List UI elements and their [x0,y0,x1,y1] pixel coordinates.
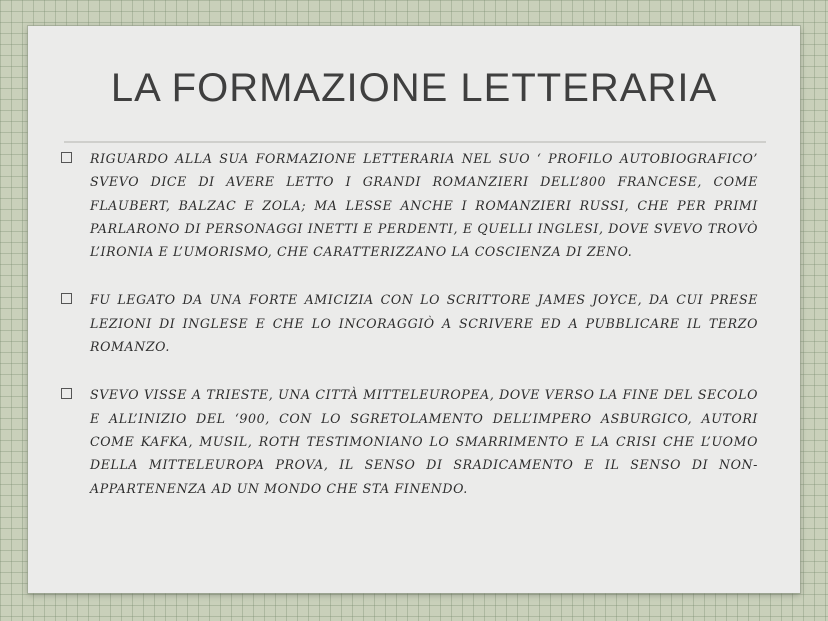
square-bullet-icon [61,152,72,163]
bullet-item [56,147,758,263]
bullet-text: RIGUARDO ALLA SUA FORMAZIONE LETTERARIA NEL SUO ‘ PROFILO AUTOBIOGRAFICO’ SVEVO DICE DI AVERE LETTO I GRANDI ROMANZIERI DELL’800 FRANCESE, COME FLAUBERT, BALZAC E ZOLA; MA LESSE ANCHE I ROMANZIERI RUSSI, CHE PER PRIMI PARLARONO DI PERSONAGGI INETTI E PERDENTI, E QUELLI INGLESI, DOVE SVEVO TROVÒ L’IRONIA E L’UMORISMO, CHE CARATTERIZZANO LA COSCIENZA DI ZENO. [90,151,758,260]
square-bullet-icon [61,388,72,399]
bullet-text: SVEVO VISSE A TRIESTE, UNA CITTÀ MITTELEUROPEA, DOVE VERSO LA FINE DEL SECOLO E ALL’INIZIO DEL ‘900, CON LO SGRETOLAMENTO DELL’IMPERO ASBURGICO, AUTORI COME KAFKA, MUSIL, ROTH TESTIMONIANO LO SMARRIMENTO E LA CRISI CHE L’UOMO DELLA MITTELEUROPA PROVA, IL SENSO DI SRADICAMENTO E IL SENSO DI NON-APPARTENENZA AD UN MONDO CHE STA FINENDO. [90,387,758,496]
square-bullet-icon [61,293,72,304]
slide-title: LA FORMAZIONE LETTERARIA [110,66,718,110]
bullet-list [56,147,758,525]
bullet-item [56,383,758,499]
bullet-text: FU LEGATO DA UNA FORTE AMICIZIA CON LO SCRITTORE JAMES JOYCE, DA CUI PRESE LEZIONI DI INGLESE E CHE LO INCORAGGIÒ A SCRIVERE ED A PUBBLICARE IL TERZO ROMANZO. [90,292,758,355]
slide [28,26,800,593]
title-divider [64,141,766,143]
bullet-item [56,288,758,358]
